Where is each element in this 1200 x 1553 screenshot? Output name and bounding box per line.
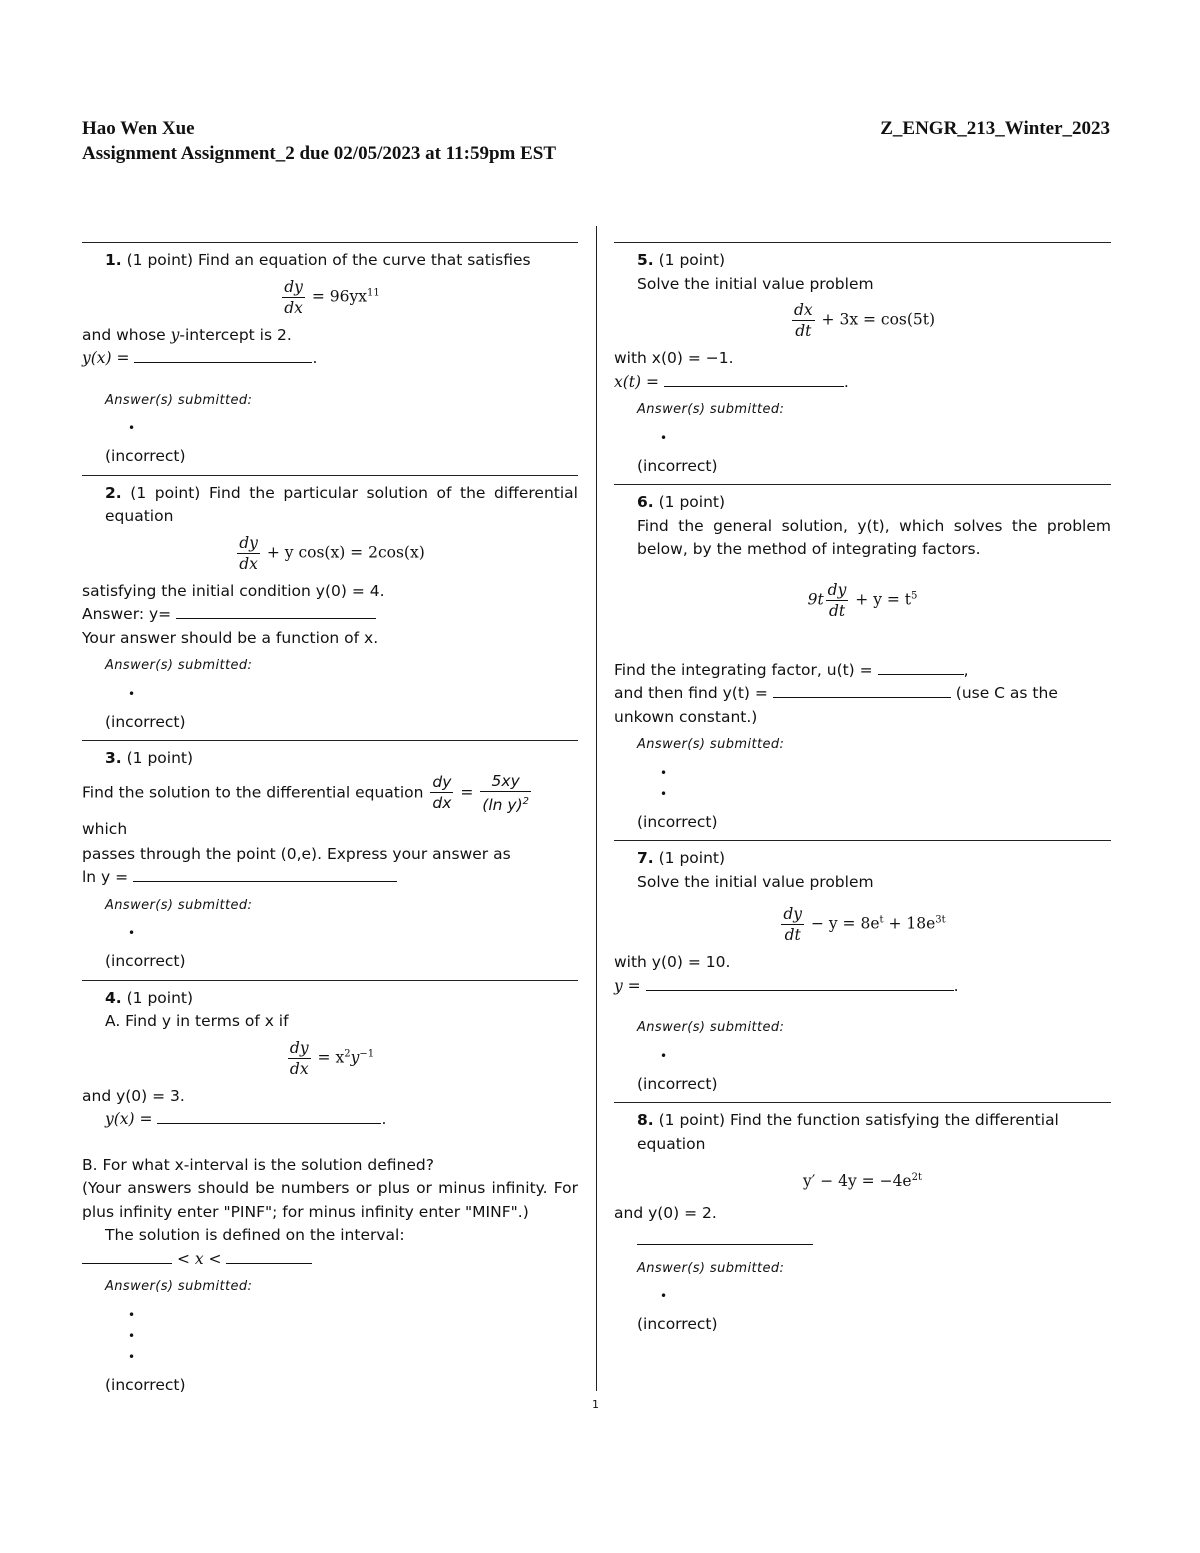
status-incorrect: (incorrect)	[105, 952, 186, 971]
answer-prefix: Answer: y=	[82, 605, 172, 623]
answer-field[interactable]	[646, 989, 954, 991]
answer-bullet: •	[128, 1328, 136, 1343]
equation: $\frac{dy}{dx}$ = $x^2y^{-1}$	[289, 1038, 375, 1078]
answer-field[interactable]	[176, 617, 376, 619]
answer-bullet: •	[660, 430, 668, 445]
answer-prefix: y(x) =	[105, 1110, 153, 1129]
answer-prefix: x(t) =	[614, 372, 659, 391]
problem-1: 1. (1 point) Find an equation of the curve that satisfies $\frac{dy}{dx}$ = $96yx^{11}$ and whose y-intercept is 2. y(x) = . Answer(s) submitted: • (incorrect)	[82, 242, 578, 475]
status-incorrect: (incorrect)	[637, 456, 718, 475]
page-number: 1	[592, 1398, 599, 1411]
answer-field-a[interactable]	[157, 1122, 381, 1124]
answers-submitted-label: Answer(s) submitted:	[637, 1260, 785, 1276]
equation: $\frac{dy}{dx}$ = $96yx^{11}$	[284, 277, 380, 317]
equation: $y' - 4y = -4e^{2t}$	[803, 1172, 922, 1191]
answer-prefix: ln y =	[82, 868, 129, 887]
answer-bullet: •	[128, 926, 136, 941]
problem-8: 8. (1 point) Find the function satisfying the differential equation $y' - 4y = -4e^{2t}$ and y(0) = 2. Answer(s) submitted: • (incorrect)	[614, 1102, 1111, 1343]
problem-2: 2. (1 point) Find the particular solution of the differential equation $\frac{dy}{dx}$ + y cos(x) = 2cos(x) satisfying the initial condition y(0) = 4. Answer: y= Your answer should be a function of x. Answer(s) submitted: • (incorrect)	[82, 475, 578, 741]
problem-number: 7.	[637, 849, 654, 867]
status-incorrect: (incorrect)	[637, 1074, 718, 1093]
interval-upper-field[interactable]	[226, 1262, 312, 1264]
integrating-factor-field[interactable]	[878, 673, 964, 675]
problem-3: 3. (1 point) Find the solution to the differential equation $\frac{dy}{dx}$ = $\frac{5xy}{(\ln y)^2}$ which passes through the point (0,e). Express your answer as ln y = Answer(s) submitted: • (incorrect)	[82, 740, 578, 980]
course-name: Z_ENGR_213_Winter_2023	[880, 118, 1110, 139]
answer-field[interactable]	[134, 361, 312, 363]
problem-number: 1.	[105, 251, 122, 269]
answer-field[interactable]	[664, 385, 844, 387]
answer-prefix: y(x) =	[82, 349, 130, 367]
problem-number: 5.	[637, 251, 654, 269]
answer-field[interactable]	[133, 880, 397, 882]
answer-note: Your answer should be a function of x.	[82, 628, 379, 647]
column-divider	[596, 226, 597, 1391]
answers-submitted-label: Answer(s) submitted:	[637, 1020, 785, 1035]
problem-number: 2.	[105, 483, 122, 502]
answer-bullet: •	[660, 1048, 668, 1063]
answer-bullet: •	[660, 1289, 668, 1304]
problem-7: 7. (1 point) Solve the initial value problem $\frac{dy}{dt}$ − $y = 8e^t + 18e^{3t}$ with y(0) = 10. y = . Answer(s) submitted: • (incorrect)	[614, 840, 1111, 1102]
equation: $\frac{dx}{dt}$ + 3x = cos(5t)	[793, 301, 936, 340]
status-incorrect: (incorrect)	[637, 1315, 718, 1334]
answer-field[interactable]	[637, 1243, 813, 1245]
problem-number: 4.	[105, 988, 122, 1007]
answer-prefix: y =	[614, 976, 641, 995]
assignment-title: Assignment Assignment_2 due 02/05/2023 at 11:59pm EST	[82, 143, 557, 164]
status-incorrect: (incorrect)	[105, 712, 186, 731]
problem-number: 6.	[637, 493, 654, 511]
answer-bullet: •	[128, 686, 136, 701]
answers-submitted-label: Answer(s) submitted:	[105, 658, 253, 673]
equation: 9t $\frac{dy}{dt}$ + $y = t^5$	[807, 580, 918, 620]
answer-bullet: •	[128, 1349, 136, 1364]
answer-bullet: •	[660, 786, 668, 801]
problem-number: 3.	[105, 749, 122, 767]
equation: $\frac{dy}{dt}$ − $y = 8e^t + 18e^{3t}$	[783, 905, 946, 944]
answers-submitted-label: Answer(s) submitted:	[105, 897, 253, 913]
problem-5: 5. (1 point) Solve the initial value problem $\frac{dx}{dt}$ + 3x = cos(5t) with x(0) = −1. x(t) = . Answer(s) submitted: • (incorrect)	[614, 242, 1111, 484]
answer-field[interactable]	[773, 696, 951, 698]
answers-submitted-label: Answer(s) submitted:	[105, 392, 253, 408]
problem-text: Find an equation of the curve that satisfies	[197, 251, 531, 269]
status-incorrect: (incorrect)	[637, 812, 718, 831]
problem-6: 6. (1 point) Find the general solution, y(t), which solves the problem below, by the method of integrating factors. 9t $\frac{dy}{dt}$ + $y = t^5$ Find the integrating factor, u(t) = , and then find y(t) = (use C as the unkown constant.) Answer(s) submitted: • • (incorrect)	[614, 484, 1111, 840]
answer-bullet: •	[128, 1307, 136, 1322]
problem-4: 4. (1 point) A. Find y in terms of x if $\frac{dy}{dx}$ = $x^2y^{-1}$ and y(0) = 3. y(x) = . B. For what x-interval is the solution defined? (Your answers should be numbers or plus or minus infinity. For plus infinity enter "PINF"; for minus infinity enter "MINF".) The solution is defined on the interval: < x < Answer(s) submitted: • • • (incorrect)	[82, 980, 578, 1404]
answer-bullet: •	[660, 765, 668, 780]
left-column	[82, 242, 578, 1403]
answer-bullet: •	[128, 421, 136, 435]
answers-submitted-label: Answer(s) submitted:	[637, 402, 785, 417]
status-incorrect: (incorrect)	[105, 1375, 186, 1394]
student-name: Hao Wen Xue	[82, 118, 195, 139]
answers-submitted-label: Answer(s) submitted:	[105, 1279, 253, 1295]
answers-submitted-label: Answer(s) submitted:	[637, 737, 785, 752]
equation: $\frac{dy}{dx}$ + y cos(x) = 2cos(x)	[239, 533, 425, 573]
points: (1 point)	[126, 251, 194, 269]
right-column	[614, 242, 1111, 1343]
problem-number: 8.	[637, 1111, 654, 1129]
interval-lower-field[interactable]	[82, 1262, 172, 1264]
status-incorrect: (incorrect)	[105, 447, 186, 465]
